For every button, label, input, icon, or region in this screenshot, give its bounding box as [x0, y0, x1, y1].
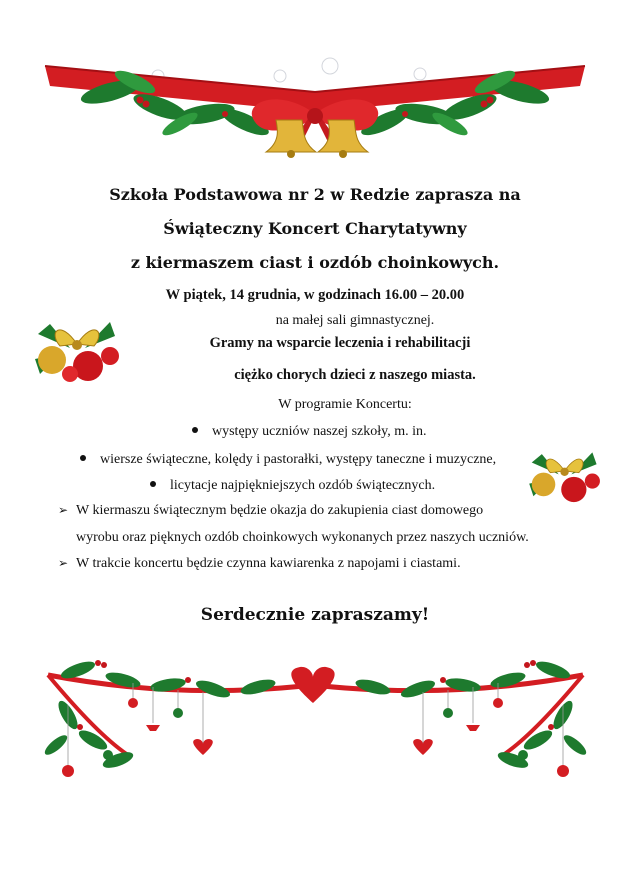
fair-note-line-1: W kiermaszu świątecznym będzie okazja do zakupienia ciast domowego [76, 503, 484, 518]
title-line-3: z kiermaszem ciast i ozdób choinkowych. [130, 253, 500, 272]
event-venue: na małej sali gimnastycznej. [275, 313, 435, 328]
ornament-bow-icon [525, 445, 605, 507]
bullet-icon [192, 427, 198, 433]
cause-line-2: ciężko chorych dzieci z naszego miasta. [234, 367, 476, 383]
bullet-icon [150, 481, 156, 487]
program-heading: W programie Koncertu: [278, 397, 412, 412]
program-item-text: licytacje najpiękniejszych ozdób świątecznych. [170, 478, 436, 493]
holly-garland-icon [38, 645, 593, 785]
program-item-text: występy uczniów naszej szkoły, m. in. [212, 424, 427, 439]
closing-invitation: Serdecznie zapraszamy! [200, 605, 430, 625]
program-item [150, 478, 435, 494]
event-date-time: W piątek, 14 grudnia, w godzinach 16.00 – 20.00 [165, 287, 465, 303]
fair-note [58, 503, 483, 519]
cafe-note [58, 556, 461, 572]
program-item [80, 452, 496, 468]
fair-note-line-2: wyrobu oraz pięknych ozdób choinkowych wykonanych przez naszych uczniów. [76, 530, 529, 545]
program-item-text: wiersze świąteczne, kolędy i pastorałki, występy taneczne i muzyczne, [100, 452, 497, 467]
bells-garland-icon [40, 52, 590, 160]
title-line-1: Szkoła Podstawowa nr 2 w Redzie zaprasza na [109, 185, 521, 204]
ornament-bow-icon [30, 314, 125, 386]
arrow-bullet-icon: ➢ [58, 503, 69, 517]
cafe-note-text: W trakcie koncertu będzie czynna kawiarenka z napojami i ciastami. [76, 556, 461, 571]
arrow-bullet-icon: ➢ [58, 556, 69, 570]
program-item [192, 424, 427, 440]
bullet-icon [80, 455, 86, 461]
title-line-2: Świąteczny Koncert Charytatywny [163, 219, 467, 238]
cause-line-1: Gramy na wsparcie leczenia i rehabilitacji [209, 335, 471, 351]
